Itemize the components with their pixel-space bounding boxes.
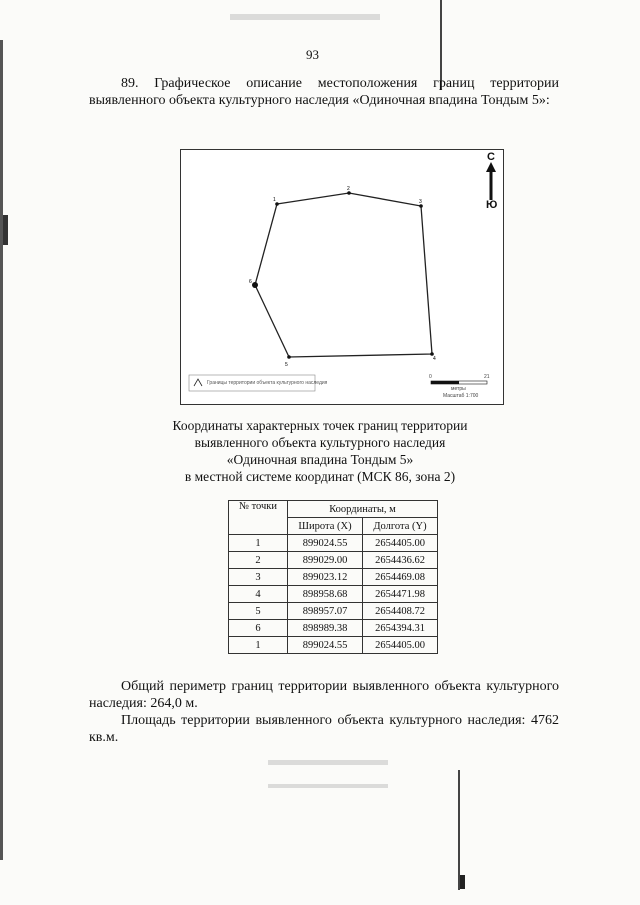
cell-y: 2654436.62	[363, 552, 438, 569]
cell-y: 2654408.72	[363, 603, 438, 620]
cell-point: 1	[229, 535, 288, 552]
point-label-6: 6	[249, 279, 252, 285]
legend-text: Границы территории объекта культурного наследия	[207, 380, 328, 386]
north-arrow-icon	[486, 162, 496, 200]
compass-south-label: Ю	[486, 199, 498, 211]
cell-x: 898989.38	[288, 620, 363, 637]
header-point: № точки	[229, 501, 288, 535]
header-lon: Долгота (Y)	[363, 518, 438, 535]
cell-x: 898958.68	[288, 586, 363, 603]
point-label-5: 5	[285, 362, 288, 368]
scan-smudge-top	[230, 14, 380, 20]
perimeter-paragraph: Общий периметр границ территории выявленного объекта культурного наследия: 264,0 м.	[89, 679, 559, 711]
cell-x: 899024.55	[288, 535, 363, 552]
compass-north-label: С	[487, 151, 495, 163]
table-row	[229, 569, 438, 586]
section-heading: 89. Графическое описание местоположения границ территории выявленного объекта культурного наследия «Одиночная впадина Тондым 5»:	[89, 76, 559, 108]
header-coords: Координаты, м	[288, 501, 438, 518]
cell-y: 2654405.00	[363, 535, 438, 552]
cell-y: 2654405.00	[363, 637, 438, 654]
area-paragraph: Площадь территории выявленного объекта культурного наследия: 4762 кв.м.	[89, 713, 559, 745]
page-number: 93	[306, 47, 319, 62]
cell-y: 2654394.31	[363, 620, 438, 637]
cell-x: 898957.07	[288, 603, 363, 620]
coordinates-table	[228, 500, 438, 654]
boundary-map-svg	[181, 150, 503, 404]
scan-mark-bottom-right	[460, 875, 465, 889]
cell-point: 6	[229, 620, 288, 637]
scan-line-right-lower	[458, 770, 460, 890]
cell-x: 899024.55	[288, 637, 363, 654]
cell-y: 2654469.08	[363, 569, 438, 586]
scale-unit: метры	[451, 386, 466, 392]
scale-start: 0	[429, 374, 432, 380]
table-row	[229, 603, 438, 620]
point-label-2: 2	[347, 186, 350, 192]
table-row	[229, 552, 438, 569]
point-label-4: 4	[433, 356, 436, 362]
scale-bar	[431, 381, 487, 384]
boundary-map	[180, 149, 504, 405]
table-row	[229, 535, 438, 552]
cell-point: 5	[229, 603, 288, 620]
cell-y: 2654471.98	[363, 586, 438, 603]
cell-point: 4	[229, 586, 288, 603]
cell-x: 899029.00	[288, 552, 363, 569]
scale-end: 21	[484, 374, 490, 380]
header-lat: Широта (X)	[288, 518, 363, 535]
table-row	[229, 620, 438, 637]
scan-smudge-bottom2	[268, 784, 388, 788]
point-label-1: 1	[273, 197, 276, 203]
caption-line-1: Координаты характерных точек границ территории	[172, 418, 468, 433]
cell-point: 2	[229, 552, 288, 569]
cell-x: 899023.12	[288, 569, 363, 586]
cell-point: 3	[229, 569, 288, 586]
scan-edge-left	[0, 40, 3, 860]
caption-line-3: «Одиночная впадина Тондым 5»	[226, 452, 414, 467]
point-label-3: 3	[419, 199, 422, 205]
boundary-vertex	[287, 355, 291, 359]
scale-ratio: Масштаб 1:700	[443, 393, 479, 399]
table-caption	[140, 417, 500, 485]
boundary-polygon	[255, 193, 432, 357]
table-row	[229, 586, 438, 603]
caption-line-2: выявленного объекта культурного наследия	[194, 435, 446, 450]
scan-smudge-bottom	[268, 760, 388, 765]
caption-line-4: в местной системе координат (МСК 86, зона 2)	[184, 469, 456, 484]
boundary-vertex	[252, 282, 258, 288]
scan-mark-left	[3, 215, 8, 245]
cell-point: 1	[229, 637, 288, 654]
table-row	[229, 637, 438, 654]
